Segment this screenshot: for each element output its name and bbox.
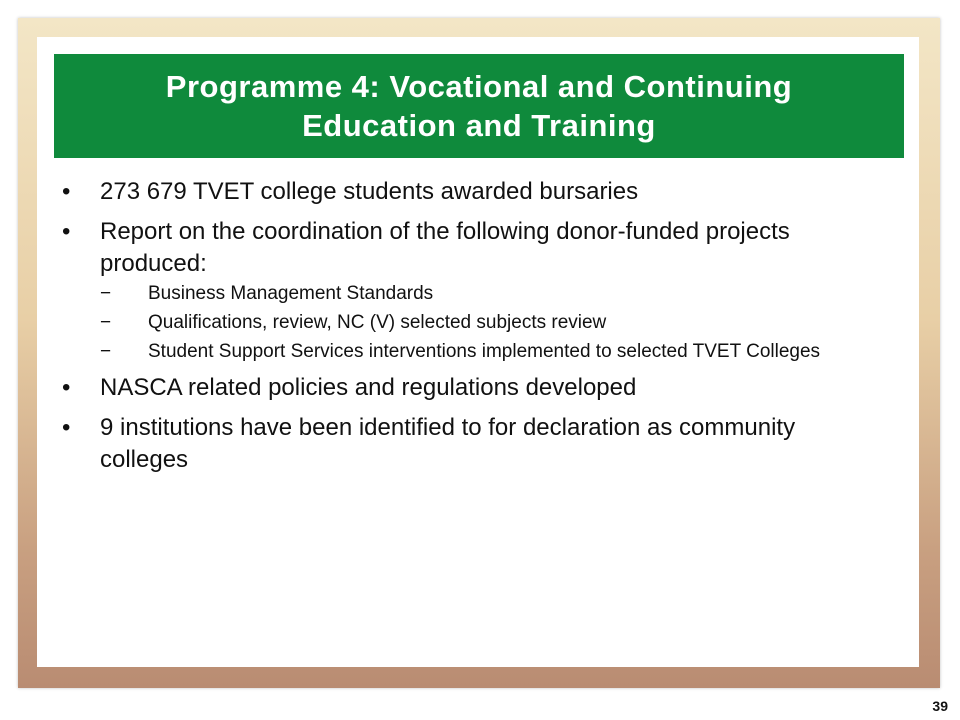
- page-number: 39: [932, 698, 948, 714]
- slide-title-line-1: Programme 4: Vocational and Continuing: [165, 69, 793, 104]
- dash-icon: −: [100, 341, 112, 362]
- title-bar: [54, 54, 904, 158]
- sub-bullet-item: [100, 340, 880, 364]
- slide-content: [60, 176, 880, 484]
- bullet-icon: •: [62, 374, 71, 401]
- bullet-text: 273 679 TVET college students awarded bursaries: [100, 178, 639, 205]
- bullet-item: [60, 412, 880, 476]
- sub-bullet-list: [100, 282, 880, 364]
- bullet-text: Report on the coordination of the following donor-funded projects produced:: [100, 218, 790, 277]
- sub-bullet-item: [100, 311, 880, 335]
- dash-icon: −: [100, 283, 112, 304]
- bullet-icon: •: [62, 178, 71, 205]
- sub-bullet-text: Business Management Standards: [148, 283, 434, 304]
- bullet-icon: •: [62, 218, 71, 245]
- sub-bullet-text: Qualifications, review, NC (V) selected subjects review: [148, 312, 607, 333]
- bullet-list: [60, 176, 880, 476]
- bullet-item: [60, 176, 880, 208]
- sub-bullet-item: [100, 282, 880, 306]
- bullet-text: 9 institutions have been identified to for declaration as community colleges: [100, 414, 796, 473]
- slide-title-line-2: Education and Training: [302, 108, 656, 143]
- sub-bullet-text: Student Support Services interventions implemented to selected TVET Colleges: [148, 341, 821, 362]
- bullet-icon: •: [62, 414, 71, 441]
- bullet-item: [60, 372, 880, 404]
- slide-title: [99, 67, 859, 145]
- dash-icon: −: [100, 312, 112, 333]
- bullet-text: NASCA related policies and regulations developed: [100, 374, 637, 401]
- bullet-item: [60, 216, 880, 364]
